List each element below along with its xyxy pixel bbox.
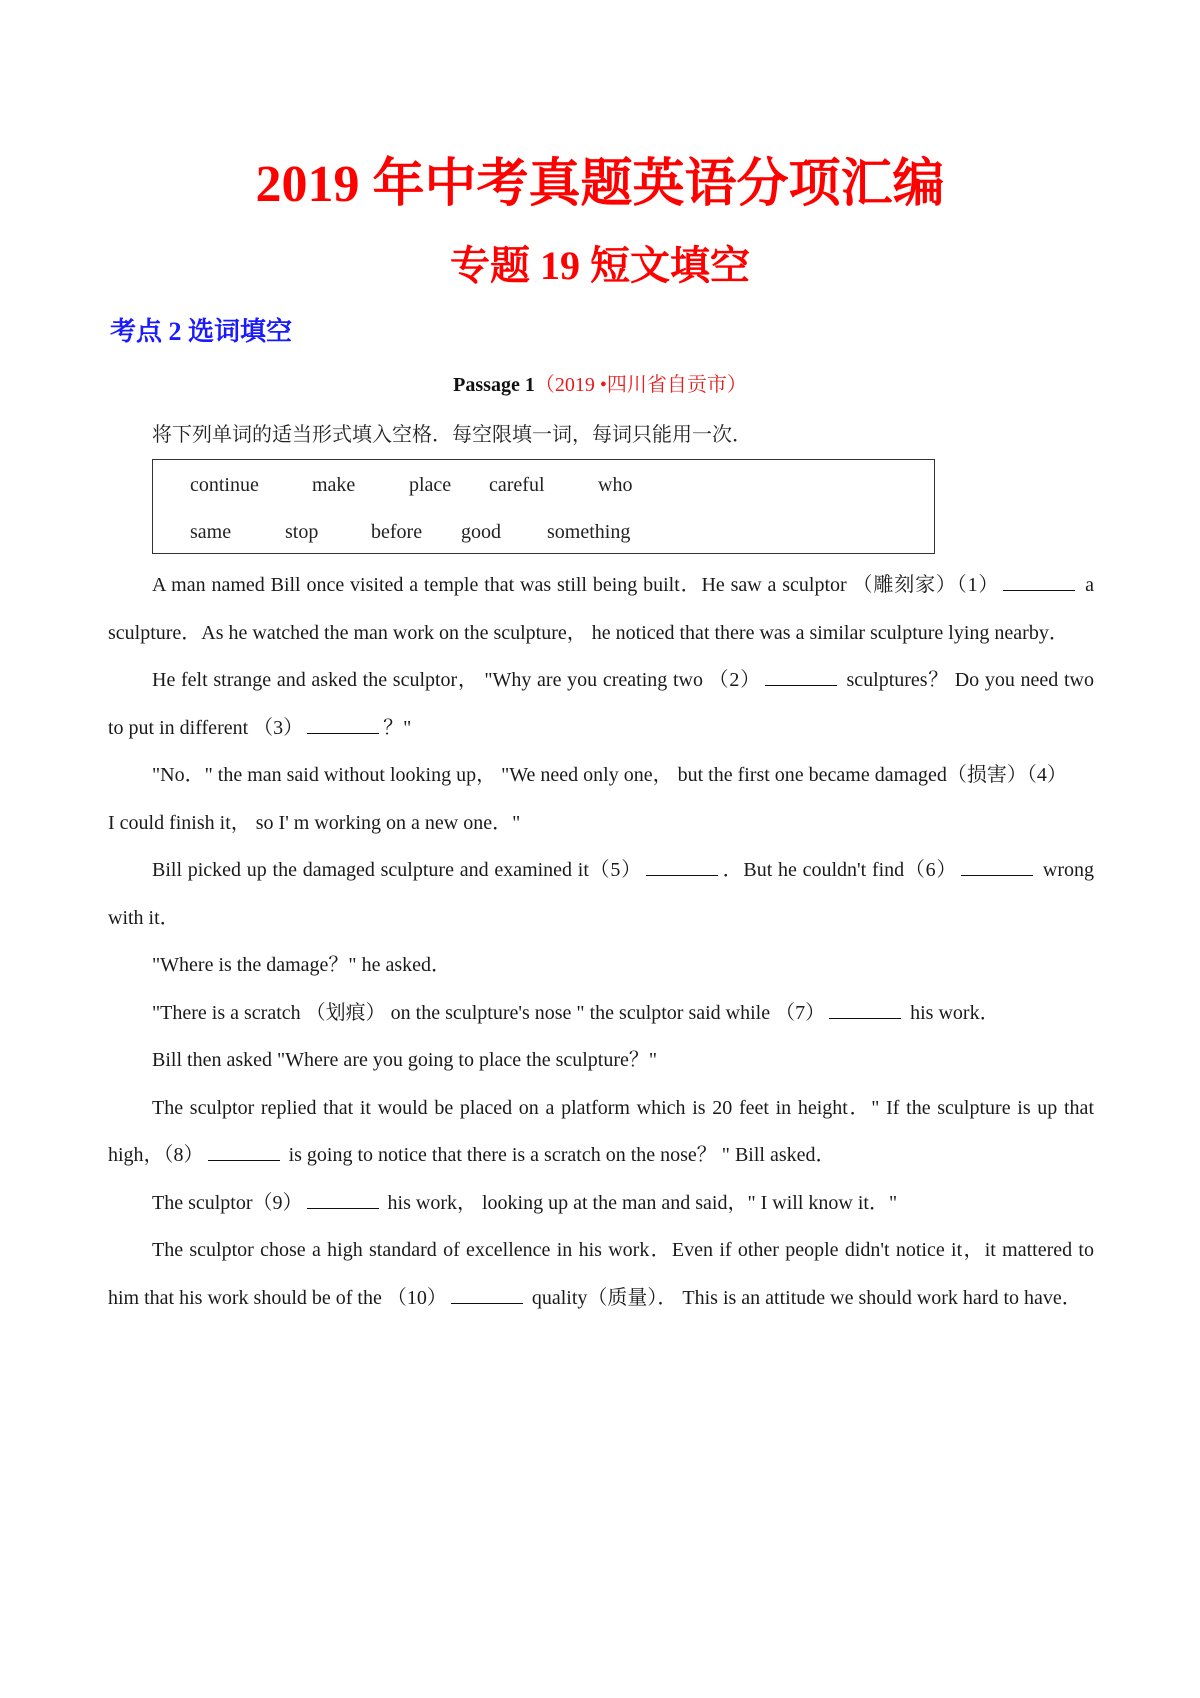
paragraph-text: wrong with it．: [108, 859, 1095, 929]
word-bank-item: place: [409, 474, 452, 496]
passage-paragraph: [108, 1085, 1094, 1180]
paragraph-text: I could finish it， so I' m working on a new one．": [108, 811, 521, 834]
answer-blank[interactable]: [829, 998, 901, 1019]
passage-paragraph: [108, 942, 1094, 990]
passage-paragraph: [108, 657, 1094, 752]
answer-blank[interactable]: [208, 1140, 280, 1161]
answer-blank[interactable]: [451, 1283, 523, 1304]
instruction-text: 将下列单词的适当形式填入空格．每空限填一词，每词只能用一次．: [152, 424, 752, 446]
paragraph-text: his work．: [905, 1001, 1000, 1024]
answer-blank[interactable]: [307, 1188, 379, 1209]
paragraph-text: The sculptor（9）: [152, 1191, 303, 1214]
word-bank: [152, 459, 935, 554]
passage-paragraph: [108, 847, 1094, 942]
passage-paragraph: [108, 1037, 1094, 1085]
answer-blank[interactable]: [1003, 570, 1075, 591]
paragraph-text: "There is a scratch （划痕） on the sculpture's nose " the sculptor said while （7）: [152, 1001, 826, 1024]
paragraph-text: ．But he couldn't find（6）: [721, 859, 958, 881]
answer-blank[interactable]: [961, 855, 1033, 876]
answer-blank[interactable]: [646, 855, 718, 876]
paragraph-text: He felt strange and asked the sculptor， "Why are you creating two （2）: [152, 669, 761, 691]
passage-body: [108, 562, 1094, 1322]
passage-paragraph: [108, 562, 1094, 657]
word-bank-item: careful: [489, 474, 545, 496]
passage-heading: [0, 370, 1200, 400]
paragraph-text: is going to notice that there is a scratch on the nose？ " Bill asked．: [283, 1144, 836, 1166]
word-bank-item: good: [461, 521, 501, 543]
answer-blank[interactable]: [765, 665, 837, 686]
word-bank-item: something: [547, 521, 631, 543]
paragraph-text: his work， looking up at the man and said，" I will know it．": [382, 1191, 898, 1214]
paragraph-text: Bill picked up the damaged sculpture and examined it（5）: [152, 859, 642, 881]
word-bank-item: stop: [285, 521, 319, 543]
passage-label: Passage 1: [453, 374, 535, 396]
passage-source: （2019 •四川省自贡市）: [534, 374, 747, 396]
word-bank-item: before: [371, 521, 423, 543]
paragraph-text: ？": [383, 716, 412, 739]
paragraph-text: quality（质量）． This is an attitude we should work hard to have．: [526, 1286, 1082, 1309]
paragraph-text: The sculptor replied that it would be placed on a platform which is 20 feet in height．" If the sculpture is up that high，（8）: [108, 1096, 1094, 1166]
paragraph-text: "Where is the damage？" he asked．: [152, 954, 451, 976]
word-bank-item: same: [190, 521, 232, 543]
page-title: 2019 年中考真题英语分项汇编: [255, 156, 945, 213]
paragraph-text: A man named Bill once visited a temple that was still being built．He saw a sculptor （雕刻家）（1）: [152, 574, 1000, 596]
paragraph-text: "No．" the man said without looking up， "We need only one， but the first one became damaged（损害）（4）: [152, 764, 1067, 786]
paragraph-text: sculptures？ Do you need two to put in different （3）: [108, 669, 1094, 739]
passage-paragraph: [108, 752, 1094, 847]
paragraph-text: Bill then asked "Where are you going to place the sculpture？": [152, 1049, 658, 1071]
page-subtitle: 专题 19 短文填空: [450, 243, 750, 288]
passage-paragraph: [108, 990, 1094, 1038]
paragraph-text: a sculpture．As he watched the man work on the sculpture， he noticed that there was a similar sculpture lying nearby．: [108, 574, 1094, 644]
word-bank-item: who: [598, 474, 633, 496]
section-heading: 考点 2 选词填空: [110, 317, 293, 346]
answer-blank[interactable]: [307, 713, 379, 734]
paragraph-text: The sculptor chose a high standard of excellence in his work．Even if other people didn't notice it，it mattered to him that his work should be of the （10）: [108, 1239, 1094, 1309]
passage-paragraph: [108, 1227, 1094, 1322]
passage-paragraph: [108, 1180, 1094, 1228]
word-bank-item: continue: [190, 474, 259, 496]
word-bank-item: make: [312, 474, 356, 496]
